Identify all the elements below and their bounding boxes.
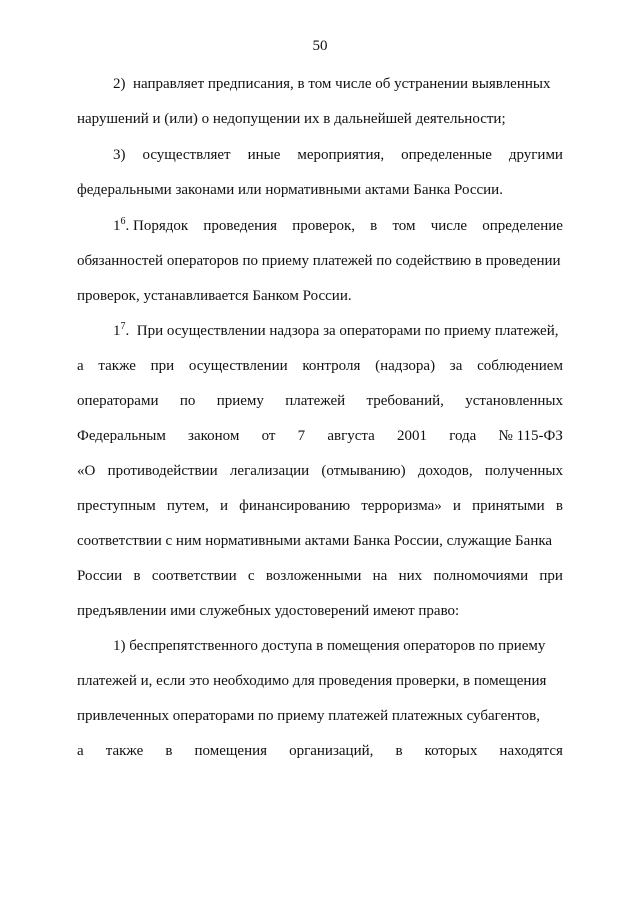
paragraph-1-7-line-7: соответствии с ним нормативными актами Банка России, служащие Банка xyxy=(77,533,553,549)
paragraph-2-line-1: 2) направляет предписания, в том числе об устранении выявленных xyxy=(113,76,551,92)
word: проверок, xyxy=(292,218,355,234)
paragraph-1-7-line-8: России в соответствии с возложенными на них полномочиями при xyxy=(77,568,563,584)
superscript: 6 xyxy=(120,216,126,227)
word: том xyxy=(392,218,416,234)
word: в xyxy=(370,218,378,234)
paragraph-3-line-2: федеральными законами или нормативными актами Банка России. xyxy=(77,182,503,198)
paragraph-1-7-line-6: преступным путем, и финансированию терроризма» и принятыми в xyxy=(77,498,563,514)
subitem-1-line-3: привлеченных операторами по приему платежей платежных субагентов, xyxy=(77,708,540,724)
subitem-1-line-1: 1) беспрепятственного доступа в помещения операторов по приему xyxy=(113,638,546,654)
superscript: 7 xyxy=(120,321,126,332)
paragraph-1-6-line-3: проверок, устанавливается Банком России. xyxy=(77,288,352,304)
paragraph-1-7-line-9: предъявлении ими служебных удостоверений имеют право: xyxy=(77,603,460,619)
paragraph-1-7-line-4: Федеральным законом от 7 августа 2001 года № 115-ФЗ xyxy=(77,428,563,444)
paragraph-1-7-line-1: $1^7$. При осуществлении надзора за операторами по приему платежей, xyxy=(113,321,559,339)
paragraph-3-line-1 xyxy=(113,146,563,164)
paragraph-1-6-line-2: обязанностей операторов по приему платежей по содействию в проведении xyxy=(77,253,561,269)
word: другими xyxy=(508,147,563,163)
word: числе xyxy=(430,218,468,234)
clause-number: $1^6$. Порядок xyxy=(113,216,189,234)
word: мероприятия, xyxy=(297,147,385,163)
word: осуществляет xyxy=(142,147,231,163)
paragraph-1-6-line-1 xyxy=(113,217,563,235)
paragraph-1-7-line-3: операторами по приему платежей требований, установленных xyxy=(77,393,563,409)
paragraph-1-7-line-2: а также при осуществлении контроля (надзора) за соблюдением xyxy=(77,358,563,374)
word: определенные xyxy=(401,147,492,163)
subitem-1-line-2: платежей и, если это необходимо для проведения проверки, в помещения xyxy=(77,673,547,689)
word: проведения xyxy=(203,218,278,234)
word: иные xyxy=(247,147,281,163)
word: определение xyxy=(482,218,563,234)
word: 3) xyxy=(113,147,126,163)
page-number: 50 xyxy=(312,38,328,54)
paragraph-1-7-line-5: «О противодействии легализации (отмыванию) доходов, полученных xyxy=(77,463,563,479)
paragraph-2-line-2: нарушений и (или) о недопущении их в дальнейшей деятельности; xyxy=(77,111,506,127)
subitem-1-line-4: а также в помещения организаций, в которых находятся xyxy=(77,743,563,759)
